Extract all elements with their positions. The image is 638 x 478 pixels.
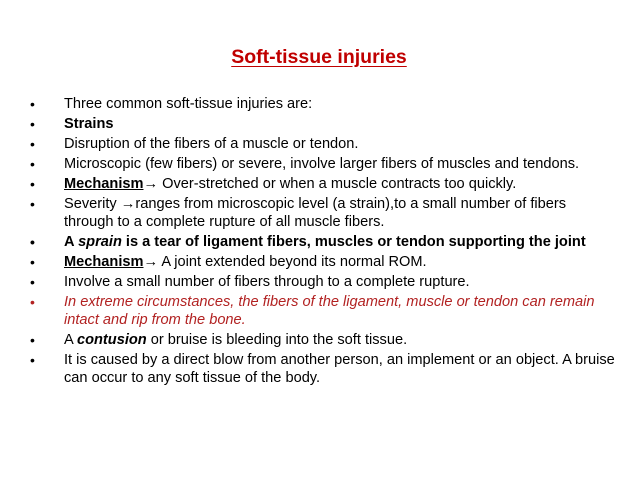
bullet-item xyxy=(30,234,615,252)
bullet-dot-icon: • xyxy=(30,116,35,133)
bullet-item xyxy=(30,274,615,292)
bullet-dot-icon: • xyxy=(30,234,35,251)
bullet-text: Three common soft-tissue injuries are: xyxy=(64,96,313,112)
bullet-text: ranges from microscopic level (a strain),to a small number of fibers through to a complete rupture of all muscle fibers. xyxy=(64,196,567,230)
bullet-item xyxy=(30,96,615,114)
bullet-dot-icon: • xyxy=(30,176,35,193)
arrow-icon: → xyxy=(120,196,136,213)
bullet-item xyxy=(30,254,615,272)
bullet-text: It is caused by a direct blow from another person, an implement or an object. A bruise can occur to any soft tissue of the body. xyxy=(64,352,615,386)
bullet-item xyxy=(30,294,615,329)
bullet-text-post: or bruise is bleeding into the soft tissue. xyxy=(146,331,408,348)
bullet-dot-icon: • xyxy=(30,254,35,271)
slide-title: Soft-tissue injuries xyxy=(231,46,407,68)
bullet-dot-icon: • xyxy=(30,294,35,311)
arrow-icon: → xyxy=(143,254,159,271)
bullet-dot-icon: • xyxy=(30,156,35,173)
bullet-dot-icon: • xyxy=(30,136,35,153)
bullet-item xyxy=(30,176,615,194)
bullet-text: Over-stretched or when a muscle contracts too quickly. xyxy=(158,176,517,193)
bullet-text: Disruption of the fibers of a muscle or tendon. xyxy=(64,136,359,153)
bullet-dot-icon: • xyxy=(30,331,35,348)
severity-label: Severity xyxy=(64,196,121,213)
bullet-text-pre: A xyxy=(64,331,77,348)
sprain-term: sprain xyxy=(78,234,122,251)
mechanism-label: Mechanism xyxy=(64,176,144,193)
bullet-dot-icon: • xyxy=(30,96,35,112)
bullet-text: A joint extended beyond its normal ROM. xyxy=(158,254,427,271)
bullet-text: Involve a small number of fibers through to a complete rupture. xyxy=(64,274,470,291)
bullet-text: Strains xyxy=(64,116,114,133)
bullet-text-pre: A xyxy=(64,234,79,251)
bullet-item xyxy=(30,116,615,134)
bullet-dot-icon: • xyxy=(30,352,35,369)
bullet-item xyxy=(30,156,615,174)
contusion-term: contusion xyxy=(76,331,147,348)
bullet-item xyxy=(30,352,615,387)
bullet-item xyxy=(30,196,615,231)
bullet-list xyxy=(30,96,615,390)
bullet-item xyxy=(30,136,615,154)
bullet-text-post: is a tear of ligament fibers, muscles or tendon supporting the joint xyxy=(121,234,586,251)
mechanism-label: Mechanism xyxy=(64,254,144,271)
bullet-dot-icon: • xyxy=(30,274,35,291)
bullet-item xyxy=(30,332,615,350)
arrow-icon: → xyxy=(143,176,159,193)
bullet-dot-icon: • xyxy=(30,196,35,213)
bullet-text-highlight: In extreme circumstances, the fibers of the ligament, muscle or tendon can remain intact and rip from the bone. xyxy=(64,294,595,328)
bullet-text: Microscopic (few fibers) or severe, involve larger fibers of muscles and tendons. xyxy=(64,156,580,173)
